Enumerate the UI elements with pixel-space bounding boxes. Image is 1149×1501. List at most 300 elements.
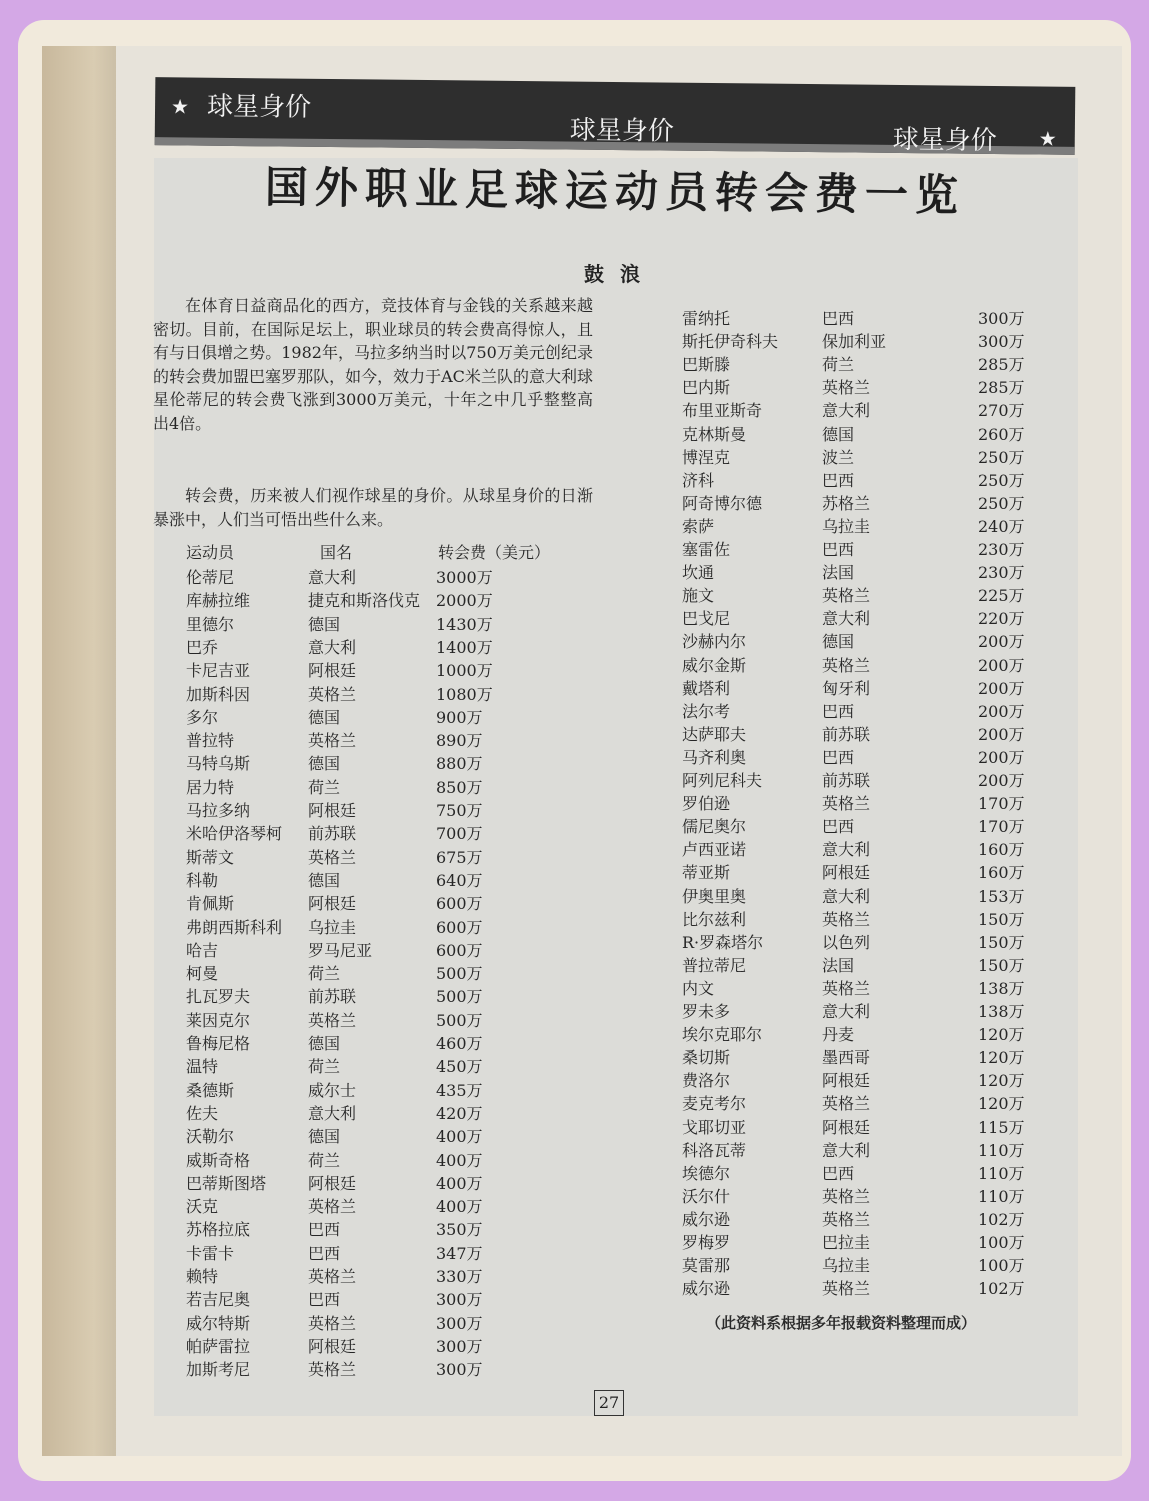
transfer-fee: 400万 [436,1127,483,1147]
player-country: 阿根廷 [308,1173,357,1193]
player-country: 德国 [308,870,341,890]
transfer-fee: 200万 [978,747,1025,767]
player-country: 乌拉圭 [822,516,871,536]
player-country: 英格兰 [308,1360,357,1380]
transfer-fee: 640万 [436,870,483,890]
player-country: 巴拉圭 [822,1233,871,1252]
table-row [682,791,1042,814]
player-country: 前苏联 [308,824,357,844]
player-name: 巴内斯 [682,378,731,398]
table-row [682,1115,1042,1138]
player-name: 巴斯滕 [682,355,731,375]
player-country: 乌拉圭 [822,1256,871,1276]
player-name: 布里亚斯奇 [682,401,763,421]
transfer-fee: 230万 [978,540,1025,559]
table-row [186,612,546,635]
transfer-fee: 300万 [436,1360,483,1380]
table-row [682,999,1042,1022]
table-row [186,1171,546,1194]
table-row [186,1054,546,1077]
player-name: 儒尼奥尔 [682,817,747,837]
player-name: 莫雷那 [682,1256,731,1276]
transfer-fee: 1430万 [436,614,493,634]
player-country: 乌拉圭 [308,917,357,937]
table-row [682,814,1042,837]
player-name: 威尔逊 [682,1279,731,1299]
player-country: 英格兰 [822,909,871,929]
transfer-fee: 900万 [436,707,483,727]
player-country: 巴西 [822,701,855,721]
transfer-fee: 500万 [436,964,483,984]
transfer-fee: 250万 [978,470,1025,490]
table-row [682,1230,1042,1253]
table-row [186,728,546,751]
table-row [682,676,1042,699]
player-country: 阿根廷 [308,661,357,681]
transfer-fee: 300万 [978,332,1025,352]
player-country: 荷兰 [308,777,341,797]
player-name: 沙赫内尔 [682,632,747,652]
transfer-fee: 115万 [978,1117,1025,1137]
table-row [682,398,1042,421]
table-row [186,915,546,938]
transfer-fee: 285万 [978,378,1025,398]
table-row [186,868,546,891]
table-row [682,629,1042,652]
player-name: 麦克考尔 [682,1094,747,1114]
player-country: 巴西 [308,1290,341,1310]
player-name: 巴戈尼 [682,609,731,629]
player-name: 威尔特斯 [186,1313,251,1333]
player-name: 普拉蒂尼 [682,955,747,975]
player-name: 济科 [682,470,715,490]
player-name: 费洛尔 [682,1071,731,1091]
transfer-fee: 300万 [436,1313,483,1333]
player-name: 米哈伊洛琴柯 [186,824,283,844]
player-name: 埃尔克耶尔 [682,1025,763,1045]
article-author: 鼓浪 [584,262,656,286]
player-country: 德国 [822,424,855,444]
transfer-fee: 150万 [978,909,1025,929]
player-country: 意大利 [822,401,871,421]
player-name: 多尔 [186,707,219,727]
player-country: 英格兰 [822,586,871,606]
transfer-fee: 1080万 [436,684,493,704]
player-name: 罗未多 [682,1002,731,1021]
player-country: 威尔士 [308,1080,357,1100]
player-country: 巴西 [822,309,855,328]
table-row [186,798,546,821]
banner-left-text: 球星身价 [206,91,312,123]
player-name: 加斯科因 [186,684,251,704]
intro-paragraph-2: 转会费，历来被人们视作球星的身价。从球星身价的日渐暴涨中，人们当可悟出些什么来。 [153,486,593,529]
transfer-fee: 500万 [436,987,483,1007]
table-row [682,1068,1042,1091]
player-country: 德国 [308,754,341,774]
table-row [682,1207,1042,1230]
player-name: 莱因克尔 [186,1010,251,1030]
player-name: 卢西亚诺 [682,840,747,860]
player-country: 巴西 [822,817,855,837]
table-row [682,560,1042,583]
transfer-fee: 200万 [978,724,1025,744]
player-country: 荷兰 [308,964,341,984]
player-name: 扎瓦罗夫 [186,987,251,1007]
transfer-fee: 120万 [978,1071,1025,1091]
player-country: 丹麦 [822,1025,855,1045]
table-row [682,907,1042,930]
table-row [186,1031,546,1054]
transfer-fee: 102万 [978,1209,1025,1229]
player-name: 坎通 [682,563,715,583]
table-row [682,837,1042,860]
player-name: 巴蒂斯图塔 [186,1173,267,1193]
player-country: 阿根廷 [308,1336,357,1356]
player-country: 阿根廷 [308,801,357,820]
table-row [682,1091,1042,1114]
player-country: 英格兰 [822,1094,871,1114]
player-country: 英格兰 [308,1267,357,1286]
table-row [186,984,546,1007]
transfer-fee: 160万 [978,863,1025,883]
transfer-fee: 150万 [978,932,1025,952]
player-name: 克林斯曼 [682,424,747,444]
table-row [682,306,1042,329]
table-row [186,1241,546,1264]
player-country: 罗马尼亚 [308,940,373,960]
player-name: 柯曼 [186,964,219,984]
player-name: 科洛瓦蒂 [682,1140,747,1160]
table-row [186,775,546,798]
transfer-fee: 420万 [436,1103,483,1123]
transfer-fee: 220万 [978,609,1025,629]
transfer-fee: 890万 [436,731,483,751]
table-row [682,860,1042,883]
transfer-fee: 120万 [978,1048,1025,1068]
player-country: 意大利 [308,1103,357,1123]
table-row [186,1124,546,1147]
player-name: 沃尔什 [682,1186,731,1206]
player-country: 法国 [822,563,855,583]
player-country: 英格兰 [822,378,871,398]
table-row [186,1101,546,1124]
table-row [682,1045,1042,1068]
table-row [186,658,546,681]
player-name: 库赫拉维 [186,591,251,611]
player-name: 博涅克 [682,447,731,467]
table-row [682,768,1042,791]
player-country: 前苏联 [822,724,871,744]
article-title: 国外职业足球运动员转会费一览 [264,162,966,222]
transfer-fee: 138万 [978,978,1025,998]
player-name: 卡雷卡 [186,1243,235,1263]
table-row [186,565,546,588]
transfer-fee: 200万 [978,632,1025,652]
player-country: 前苏联 [308,987,357,1007]
player-country: 荷兰 [308,1150,341,1170]
player-country: 以色列 [822,932,871,952]
table-row [682,930,1042,953]
transfer-fee: 880万 [436,754,483,774]
table-row [186,705,546,728]
table-row [186,1217,546,1240]
table-row [186,1311,546,1334]
table-row [186,588,546,611]
player-name: 威尔逊 [682,1209,731,1229]
transfer-fee: 300万 [436,1336,483,1356]
transfer-fee: 110万 [978,1163,1025,1183]
transfer-fee: 700万 [436,824,483,844]
table-row [186,1357,546,1380]
player-country: 苏格兰 [822,493,871,513]
player-name: 伊奥里奥 [682,886,747,906]
player-name: 佐夫 [186,1103,219,1123]
star-icon: ★ [170,94,190,119]
player-name: 达萨耶夫 [682,724,747,744]
transfer-fee: 285万 [978,355,1025,375]
transfer-fee: 110万 [978,1186,1025,1206]
transfer-fee: 170万 [978,794,1025,814]
player-name: 罗梅罗 [682,1233,731,1252]
player-country: 巴西 [822,1163,855,1183]
transfer-fee: 120万 [978,1094,1025,1114]
page-edge [42,46,116,1456]
player-country: 阿根廷 [822,1117,871,1137]
table-row [682,884,1042,907]
transfer-fee: 600万 [436,940,483,960]
transfer-fee: 120万 [978,1025,1025,1045]
transfer-fee: 170万 [978,817,1025,837]
player-name: 塞雷佐 [682,540,731,559]
player-name: 若吉尼奥 [186,1290,251,1310]
transfer-fee: 600万 [436,894,483,914]
player-name: 科勒 [186,870,219,890]
player-name: R·罗森塔尔 [682,932,764,952]
table-row [682,1161,1042,1184]
player-name: 桑德斯 [186,1080,235,1100]
player-name: 肯佩斯 [186,894,235,914]
player-name: 马齐利奥 [682,747,747,767]
transfer-fee: 600万 [436,917,483,937]
transfer-fee: 153万 [978,886,1025,906]
player-name: 比尔兹利 [682,909,747,929]
header-player: 运动员 [186,543,235,562]
player-country: 阿根廷 [822,863,871,883]
table-row [682,375,1042,398]
player-country: 德国 [308,1127,341,1147]
player-country: 德国 [822,632,855,652]
table-row [186,1334,546,1357]
player-country: 德国 [308,707,341,727]
player-country: 英格兰 [308,1197,357,1217]
table-row [682,653,1042,676]
player-name: 斯蒂文 [186,847,235,867]
transfer-fee: 100万 [978,1233,1025,1252]
transfer-fee: 400万 [436,1173,483,1193]
table-row [682,1138,1042,1161]
player-name: 帕萨雷拉 [186,1336,251,1356]
player-name: 卡尼吉亚 [186,661,251,681]
table-row [682,583,1042,606]
transfer-fee: 138万 [978,1002,1025,1021]
intro-paragraph-1: 在体育日益商品化的西方，竞技体育与金钱的关系越来越密切。目前，在国际足坛上，职业球员的转会费高得惊人，且有与日俱增之势。1982年，马拉多纳当时以750万美元创纪录的转会费加盟巴塞罗那队，如今，效力于AC米兰队的意大利球星伦蒂尼的转会费飞涨到3000万美元，十年之中几乎整整高出4倍。 [153,296,593,433]
section-banner [155,77,1076,155]
table-row [682,976,1042,999]
table-row [682,606,1042,629]
player-name: 沃勒尔 [186,1127,235,1147]
player-name: 内文 [682,978,715,998]
player-country: 意大利 [822,886,871,906]
player-country: 英格兰 [822,655,871,675]
player-name: 温特 [186,1057,219,1077]
player-country: 阿根廷 [822,1071,871,1091]
player-name: 弗朗西斯科利 [186,917,283,937]
table-row [682,514,1042,537]
player-country: 荷兰 [308,1057,341,1077]
player-name: 普拉特 [186,731,235,751]
player-name: 加斯考尼 [186,1360,251,1380]
transfer-fee: 3000万 [436,568,493,587]
table-row [682,699,1042,722]
player-country: 墨西哥 [822,1048,871,1068]
table-row [186,751,546,774]
table-row [186,938,546,961]
transfer-fee: 260万 [978,424,1025,444]
table-row [186,1264,546,1287]
player-country: 阿根廷 [308,894,357,914]
table-row [186,961,546,984]
player-country: 荷兰 [822,355,855,375]
player-country: 匈牙利 [822,678,871,698]
player-name: 居力特 [186,777,235,797]
transfer-fee: 300万 [436,1290,483,1310]
player-country: 捷克和斯洛伐克 [308,591,421,611]
player-country: 意大利 [822,1140,871,1160]
table-row [186,1078,546,1101]
player-country: 意大利 [308,637,357,657]
transfer-fee: 400万 [436,1197,483,1217]
transfer-fee: 230万 [978,563,1025,583]
player-country: 意大利 [822,609,871,629]
player-country: 英格兰 [308,1010,357,1030]
table-row [682,1253,1042,1276]
transfer-fee: 102万 [978,1279,1025,1299]
transfer-fee: 1000万 [436,661,493,681]
table-row [682,445,1042,468]
table-row [682,722,1042,745]
player-country: 巴西 [822,470,855,490]
transfer-fee: 225万 [978,586,1025,606]
transfer-fee: 435万 [436,1080,483,1100]
table-row [186,845,546,868]
player-name: 埃德尔 [682,1163,731,1183]
player-name: 桑切斯 [682,1048,731,1068]
transfer-fee: 350万 [436,1220,483,1240]
player-country: 英格兰 [308,684,357,704]
table-row [186,1287,546,1310]
transfer-fee: 160万 [978,840,1025,860]
table-row [682,422,1042,445]
transfer-fee: 330万 [436,1267,483,1286]
table-row [186,1194,546,1217]
player-country: 保加利亚 [822,332,887,352]
player-country: 意大利 [308,568,357,587]
transfer-fee: 460万 [436,1034,483,1053]
player-name: 雷纳托 [682,309,731,328]
transfer-fee: 300万 [978,309,1025,328]
player-name: 蒂亚斯 [682,863,731,883]
player-country: 德国 [308,614,341,634]
player-name: 阿列尼科夫 [682,771,763,790]
table-row [682,468,1042,491]
player-country: 英格兰 [822,1279,871,1299]
source-note: （此资料系根据多年报载资料整理而成） [705,1314,976,1332]
player-country: 意大利 [822,840,871,860]
table-header [186,540,586,563]
player-name: 斯托伊奇科夫 [682,332,779,352]
player-name: 威斯奇格 [186,1150,251,1170]
transfer-fee: 110万 [978,1140,1025,1160]
transfer-fee: 750万 [436,801,483,820]
player-name: 赖特 [186,1267,219,1286]
player-country: 英格兰 [822,978,871,998]
transfer-fee: 675万 [436,847,483,867]
player-country: 巴西 [308,1243,341,1263]
transfer-fee: 400万 [436,1150,483,1170]
transfer-fee: 200万 [978,678,1025,698]
table-row [682,745,1042,768]
table-row [186,682,546,705]
table-row [186,635,546,658]
transfer-fee: 150万 [978,955,1025,975]
transfer-fee: 500万 [436,1010,483,1030]
transfer-fee: 250万 [978,493,1025,513]
player-country: 英格兰 [308,731,357,751]
transfer-fee: 2000万 [436,591,493,611]
table-row [682,953,1042,976]
table-row [682,1276,1042,1299]
header-country: 国名 [320,543,353,562]
transfer-fee: 200万 [978,771,1025,790]
player-country: 英格兰 [822,794,871,814]
player-name: 马拉多纳 [186,801,251,820]
player-country: 波兰 [822,447,855,467]
player-country: 英格兰 [308,1313,357,1333]
player-name: 鲁梅尼格 [186,1034,251,1053]
player-name: 苏格拉底 [186,1220,251,1240]
player-country: 意大利 [822,1002,871,1021]
transfer-fee: 200万 [978,655,1025,675]
transfer-fee: 850万 [436,777,483,797]
player-name: 法尔考 [682,701,731,721]
transfer-fee: 270万 [978,401,1025,421]
table-row [186,1148,546,1171]
table-row [682,352,1042,375]
player-name: 施文 [682,586,715,606]
star-icon: ★ [1038,126,1057,151]
player-name: 戈耶切亚 [682,1117,747,1137]
player-country: 德国 [308,1034,341,1053]
player-name: 哈吉 [186,940,219,960]
player-country: 法国 [822,955,855,975]
banner-right-text: 球星身价 [892,124,997,156]
player-name: 索萨 [682,516,715,536]
table-row [186,821,546,844]
table-row [682,537,1042,560]
transfer-fee: 240万 [978,516,1025,536]
player-country: 英格兰 [822,1209,871,1229]
table-row [682,491,1042,514]
